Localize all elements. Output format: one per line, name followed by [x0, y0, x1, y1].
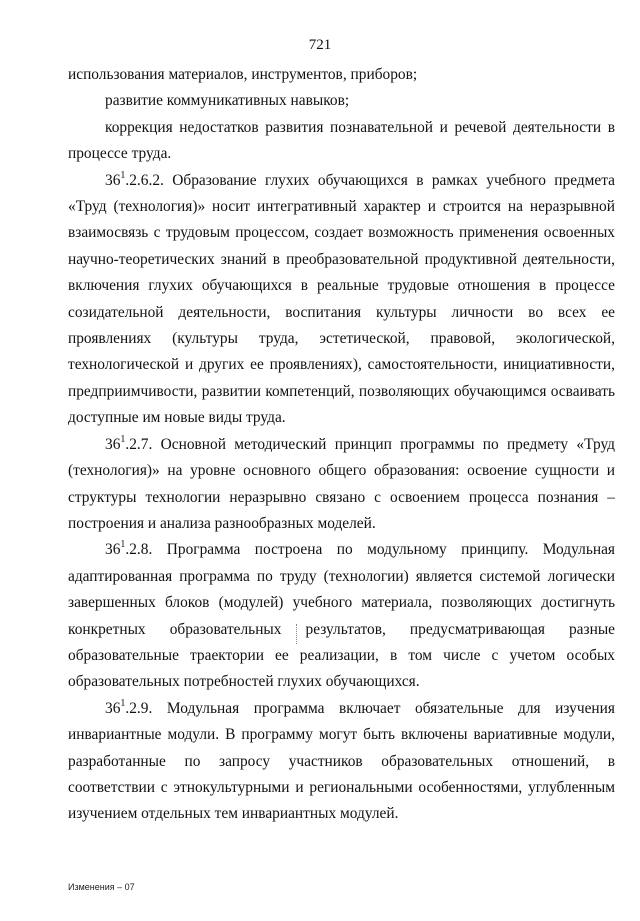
paragraph-36-1-2-6-2 [68, 168, 615, 432]
paragraph-text: Основной методический принцип программы по предмету «Труд (технология)» на уровне основного общего образования: освоение сущности и структуры технологии неразрывно связано с освоением процесса познания – построения и анализа разнообразных моделей. [68, 435, 615, 532]
clause-superscript: 1 [120, 433, 126, 445]
list-item-correction: коррекция недостатков развития познавательной и речевой деятельности в процессе труда. [68, 118, 615, 163]
list-item-communication-skills: развитие коммуникативных навыков; [105, 92, 350, 110]
paragraph-text: Программа построена по модульному принципу. Модульная адаптированная программа по труду (технологии) является системой логически завершенных блоков (модулей) учебного материала, позволяющих достигнуть конкретных образовательных результатов, предусматривающая разные образовательные траектории ее реализации, в том числе с учетом особых образовательных потребностей глухих обучающихся. [68, 541, 615, 691]
paragraph-text: Модульная программа включает обязательные для изучения инвариантные модули. В программу могут быть включены вариативные модули, разработанные по запросу участников образовательных отношений, в соответствии с этнокультурными и региональными особенностями, углубленным изучением отдельных тем инвариантных модулей. [68, 699, 615, 823]
clause-number-rest: .2.7. [125, 435, 153, 453]
clause-number: 36 [105, 171, 121, 189]
clause-number: 36 [105, 435, 121, 453]
clause-superscript: 1 [120, 697, 126, 709]
clause-number-rest: .2.8. [125, 541, 153, 559]
clause-number-rest: .2.6.2. [125, 171, 164, 189]
footer-revision-note: Изменения – 07 [68, 882, 135, 892]
document-body [68, 62, 615, 828]
paragraph-text: Образование глухих обучающихся в рамках учебного предмета «Труд (технология)» носит интегративный характер и строится на неразрывной взаимосвязь с трудовым процессом, создает возможность применения освоенных научно-теоретических знаний в преобразовательной продуктивной деятельности, включения глухих обучающихся в реальные трудовые отношения в процессе созидательной деятельности, воспитания культуры личности во всех ее проявлениях (культуры труда, эстетической, правовой, экологической, технологической и других ее проявлениях), самостоятельности, инициативности, предприимчивости, развитии компетенций, позволяющих обучающимся осваивать доступные им новые виды труда. [68, 171, 615, 427]
paragraph-36-1-2-9 [68, 696, 615, 828]
clause-number-rest: .2.9. [125, 699, 153, 717]
scan-artifact-mark [296, 624, 299, 644]
clause-superscript: 1 [120, 539, 126, 551]
page-number: 721 [308, 37, 332, 53]
paragraph-36-1-2-7 [68, 432, 615, 538]
clause-number: 36 [105, 541, 121, 559]
clause-number: 36 [105, 699, 121, 717]
clause-superscript: 1 [120, 169, 126, 181]
paragraph-36-1-2-8 [68, 537, 615, 695]
paragraph-continuation: использования материалов, инструментов, приборов; [68, 66, 418, 83]
